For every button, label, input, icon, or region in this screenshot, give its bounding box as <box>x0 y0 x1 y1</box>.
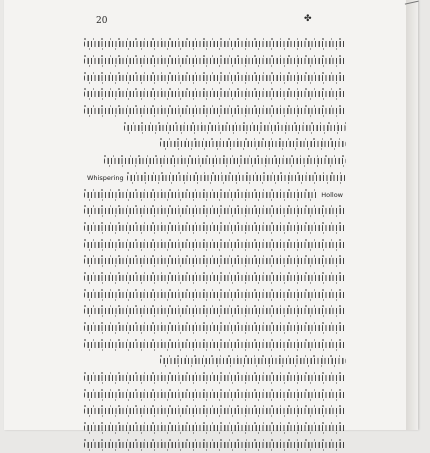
text-line <box>84 86 346 103</box>
text-line <box>84 220 346 237</box>
text-line <box>84 336 346 353</box>
script-text <box>84 375 346 381</box>
text-line <box>84 186 346 203</box>
script-text <box>84 58 346 64</box>
page-edge-mark <box>405 1 421 17</box>
text-line <box>84 303 346 320</box>
script-text <box>84 225 346 231</box>
text-line <box>84 170 346 187</box>
page-gutter <box>406 0 418 430</box>
text-line <box>84 270 346 287</box>
script-text <box>84 275 346 281</box>
script-text <box>84 41 346 47</box>
script-text <box>84 392 346 398</box>
script-text <box>84 342 346 348</box>
script-text <box>84 192 318 198</box>
script-text <box>124 125 346 131</box>
script-text <box>84 242 346 248</box>
script-text <box>84 308 346 314</box>
text-line <box>84 236 346 253</box>
script-text <box>84 208 346 214</box>
script-text <box>104 158 346 164</box>
embedded-english-word: Hollow <box>318 191 346 199</box>
script-text <box>84 292 346 298</box>
script-text <box>84 75 346 81</box>
text-line <box>84 69 346 86</box>
text-line <box>84 403 346 420</box>
urdu-text-block <box>84 36 346 453</box>
script-text <box>127 175 346 181</box>
text-line <box>84 420 346 437</box>
text-line <box>84 136 346 153</box>
text-line <box>84 36 346 53</box>
script-text <box>84 91 346 97</box>
text-line <box>84 53 346 70</box>
text-line <box>84 119 346 136</box>
text-line <box>84 386 346 403</box>
text-line <box>84 370 346 387</box>
book-page <box>4 0 418 430</box>
script-text <box>160 358 346 364</box>
text-line <box>84 353 346 370</box>
script-text <box>84 258 346 264</box>
text-line <box>84 203 346 220</box>
page-number: 20 <box>96 16 107 26</box>
text-line <box>84 103 346 120</box>
script-text <box>84 325 346 331</box>
script-text <box>84 425 346 431</box>
text-line <box>84 320 346 337</box>
script-text <box>84 408 346 414</box>
script-text <box>84 108 346 114</box>
script-text <box>84 442 346 448</box>
text-line <box>84 153 346 170</box>
text-line <box>84 437 346 453</box>
text-line <box>84 253 346 270</box>
script-text <box>160 141 346 147</box>
header-ornament: ✤ <box>304 14 312 24</box>
text-line <box>84 286 346 303</box>
embedded-english-word: Whispering <box>84 174 127 182</box>
